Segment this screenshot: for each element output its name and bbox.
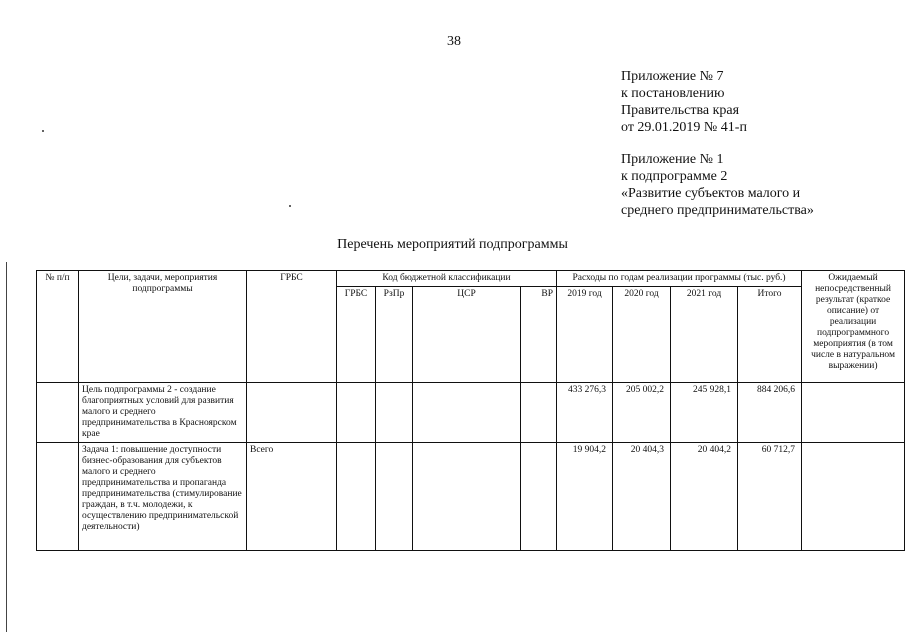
scan-edge-line (6, 262, 7, 632)
subheader-grbs: ГРБС (337, 287, 376, 383)
table-title: Перечень мероприятий подпрограммы (337, 237, 568, 252)
cell-total: 60 712,7 (738, 443, 802, 551)
cell-code-grbs (337, 383, 376, 443)
cell-code-grbs (337, 443, 376, 551)
table-row (37, 383, 905, 443)
appendix-line: к постановлению (621, 86, 725, 101)
appendix-line: среднего предпринимательства» (621, 203, 814, 218)
header-budget-code: Код бюджетной классификации (337, 271, 557, 287)
subheader-total: Итого (738, 287, 802, 383)
cell-num (37, 443, 79, 551)
cell-2020: 205 002,2 (613, 383, 671, 443)
cell-2019: 19 904,2 (557, 443, 613, 551)
subheader-2021: 2021 год (671, 287, 738, 383)
header-num: № п/п (37, 271, 79, 383)
cell-code-rzpr (376, 383, 413, 443)
cell-result (802, 383, 905, 443)
appendix-line: «Развитие субъектов малого и (621, 186, 801, 201)
header-expenses: Расходы по годам реализации программы (тыс. руб.) (557, 271, 802, 287)
appendix-header-main (621, 68, 747, 136)
cell-grbs: Всего (247, 443, 337, 551)
cell-result (802, 443, 905, 551)
appendix-line: от 29.01.2019 № 41-п (621, 120, 747, 135)
cell-2020: 20 404,3 (613, 443, 671, 551)
appendix-line: Приложение № 7 (621, 69, 724, 84)
table-header-row (37, 271, 905, 287)
header-goals: Цели, задачи, мероприятия подпрограммы (79, 271, 247, 383)
header-grbs: ГРБС (247, 271, 337, 383)
scan-speck (289, 205, 291, 207)
cell-text: Цель подпрограммы 2 - создание благоприятных условий для развития малого и среднего предпринимательства в Красноярском крае (79, 383, 247, 443)
scan-speck (42, 130, 44, 132)
cell-total: 884 206,6 (738, 383, 802, 443)
cell-2021: 20 404,2 (671, 443, 738, 551)
subheader-vr: ВР (521, 287, 557, 383)
subheader-csr: ЦСР (413, 287, 521, 383)
page-number: 38 (447, 34, 461, 49)
appendix-line: Приложение № 1 (621, 152, 724, 167)
subheader-2019: 2019 год (557, 287, 613, 383)
subheader-rzpr: РзПр (376, 287, 413, 383)
cell-code-vr (521, 383, 557, 443)
cell-code-csr (413, 383, 521, 443)
cell-grbs (247, 383, 337, 443)
appendix-line: Правительства края (621, 103, 740, 118)
cell-code-vr (521, 443, 557, 551)
appendix-header-sub (621, 151, 814, 219)
cell-text: Задача 1: повышение доступности бизнес-образования для субъектов малого и среднего предпринимательства и пропаганда предпринимательства (стимулирование граждан, в т.ч. молодежи, к осуществлению предпринимательской деятельности) (79, 443, 247, 551)
subheader-2020: 2020 год (613, 287, 671, 383)
header-result: Ожидаемый непосредственный результат (краткое описание) от реализации подпрограммного мероприятия (в том числе в натуральном выражении) (802, 271, 905, 383)
cell-code-csr (413, 443, 521, 551)
cell-2019: 433 276,3 (557, 383, 613, 443)
cell-2021: 245 928,1 (671, 383, 738, 443)
cell-num (37, 383, 79, 443)
cell-code-rzpr (376, 443, 413, 551)
table-row (37, 443, 905, 551)
activities-table (36, 270, 905, 551)
appendix-line: к подпрограмме 2 (621, 169, 728, 184)
